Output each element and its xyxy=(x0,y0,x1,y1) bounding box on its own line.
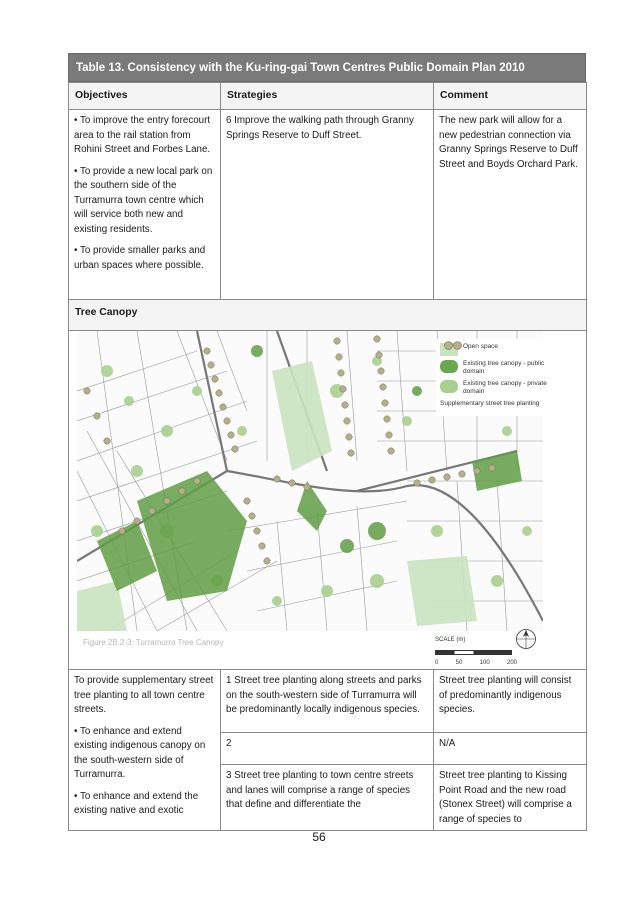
legend-item xyxy=(440,380,550,396)
figure-caption: Figure 2B.2-3: Turramurra Tree Canopy xyxy=(83,638,224,647)
objective-item: • To provide smaller parks and urban spaces where possible. xyxy=(74,245,206,271)
document-page xyxy=(68,53,586,831)
table-title: Table 13. Consistency with the Ku-ring-gai Town Centres Public Domain Plan 2010 xyxy=(68,53,586,82)
section-heading-row xyxy=(69,300,587,331)
page-number: 56 xyxy=(312,830,326,844)
strategy-cell: 6 Improve the walking path through Granny Springs Reserve to Duff Street. xyxy=(221,110,434,300)
strategy-cell: 1 Street tree planting along streets and parks on the south-western side of Turramurra will be predominantly locally indigenous species. xyxy=(221,670,434,733)
objective-item: • To enhance and extend existing indigenous canopy on the south-western side of Turramurra. xyxy=(74,725,206,780)
objective-item: • To enhance and extend the existing native and exotic xyxy=(74,790,199,816)
legend-swatch xyxy=(440,360,458,373)
objectives-cell xyxy=(69,670,221,831)
scale-tick: 0 xyxy=(435,659,439,666)
comment-cell: Street tree planting to Kissing Point Road and the new road (Stonex Street) will comprise a range of species to xyxy=(434,765,587,831)
legend-label: Supplementary street tree planting xyxy=(440,400,540,407)
figure-cell xyxy=(69,331,587,670)
objective-item: To provide supplementary street tree planting to all town centre streets. xyxy=(74,675,214,715)
objectives-cell xyxy=(69,110,221,300)
scale-tick: 200 xyxy=(506,659,517,666)
table-row xyxy=(69,670,587,733)
legend-item xyxy=(440,400,550,408)
comment-cell: N/A xyxy=(434,733,587,765)
strategy-cell: 2 xyxy=(221,733,434,765)
north-arrow-icon xyxy=(515,628,537,650)
map-legend xyxy=(436,339,554,416)
legend-swatch xyxy=(440,380,458,393)
strategy-cell: 3 Street tree planting to town centre streets and lanes will comprise a range of species that define and differentiate the xyxy=(221,765,434,831)
scale-tick: 50 xyxy=(455,659,463,666)
comment-cell: The new park will allow for a new pedestrian connection via Granny Springs Reserve to Duff Street and Boyds Orchard Park. xyxy=(434,110,587,300)
comment-cell: Street tree planting will consist of predominantly indigenous species. xyxy=(434,670,587,733)
table-row xyxy=(69,110,587,300)
header-comment: Comment xyxy=(434,83,587,110)
scale-bar xyxy=(435,633,517,669)
scale-label: SCALE (m) xyxy=(435,637,466,643)
tree-canopy-map xyxy=(69,331,585,669)
section-heading: Tree Canopy xyxy=(69,300,587,331)
scale-graphic xyxy=(435,650,512,655)
figure-row xyxy=(69,331,587,670)
scale-ticks xyxy=(435,656,517,670)
legend-label: Existing tree canopy - private domain xyxy=(463,380,547,395)
legend-label: Existing tree canopy - public domain xyxy=(463,360,545,375)
consistency-table xyxy=(68,82,587,831)
legend-swatch xyxy=(444,339,462,352)
objective-item: • To improve the entry forecourt area to the rail station from Rohini Street and Forbes Lane. xyxy=(74,115,211,155)
scale-tick: 100 xyxy=(479,659,490,666)
header-objectives: Objectives xyxy=(69,83,221,110)
header-strategies: Strategies xyxy=(221,83,434,110)
objective-item: • To provide a new local park on the southern side of the Turramurra town centre which will service both new and existing residents. xyxy=(74,165,213,235)
legend-item xyxy=(440,360,550,376)
table-header-row xyxy=(69,83,587,110)
legend-label: Open space xyxy=(463,343,499,350)
